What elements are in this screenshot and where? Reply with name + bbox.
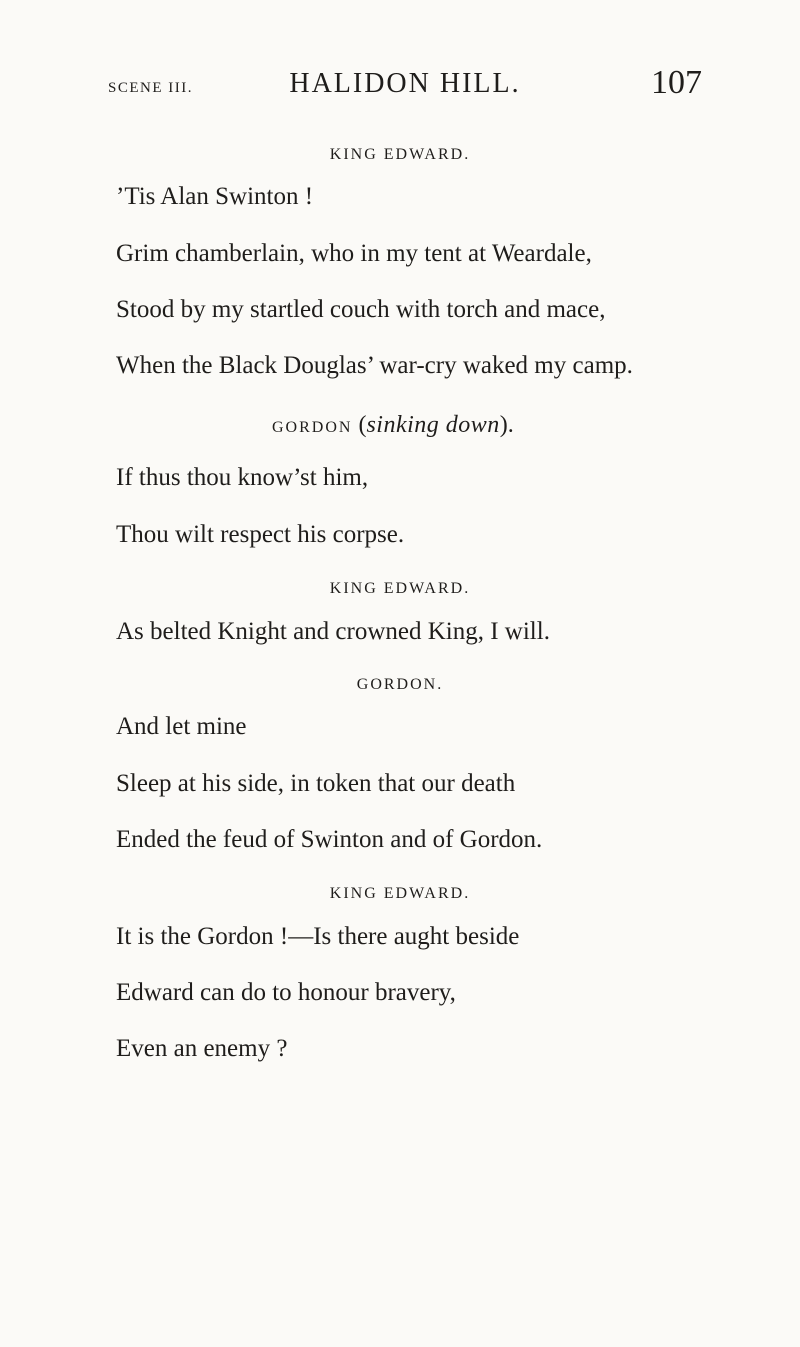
speaker-gordon: GORDON. [356, 676, 444, 693]
paren-open: ( [358, 412, 367, 438]
speaker-king-edward: KING EDWARD. [329, 580, 471, 597]
play-title: HALIDON HILL. [289, 68, 521, 99]
speaker-gordon: GORDON [272, 419, 353, 436]
verse-line: Edward can do to honour bravery, [116, 979, 456, 1006]
verse-line: Stood by my startled couch with torch and mace, [116, 296, 606, 323]
verse-line: It is the Gordon !—Is there aught beside [116, 923, 520, 950]
verse-line: As belted Knight and crowned King, I will. [116, 618, 550, 645]
verse-line: Even an enemy ? [116, 1035, 288, 1062]
verse-line: Sleep at his side, in token that our death [116, 770, 516, 797]
verse-line: And let mine [116, 713, 247, 740]
stage-direction: sinking down [366, 412, 500, 438]
speaker-king-edward: KING EDWARD. [329, 885, 471, 902]
verse-line: Grim chamberlain, who in my tent at Weardale, [116, 240, 592, 267]
paren-close: ). [499, 412, 514, 438]
verse-line: Ended the feud of Swinton and of Gordon. [116, 826, 543, 853]
running-head [108, 64, 702, 104]
verse-line: Thou wilt respect his corpse. [116, 521, 405, 548]
verse-line: ’Tis Alan Swinton ! [116, 183, 314, 210]
page-number: 107 [651, 64, 702, 101]
verse-line: When the Black Douglas’ war-cry waked my camp. [116, 352, 633, 379]
speaker-king-edward: KING EDWARD. [329, 146, 471, 163]
scene-label: SCENE III. [108, 80, 193, 96]
speaker-gordon-with-direction [272, 412, 514, 439]
verse-line: If thus thou know’st him, [116, 464, 369, 491]
